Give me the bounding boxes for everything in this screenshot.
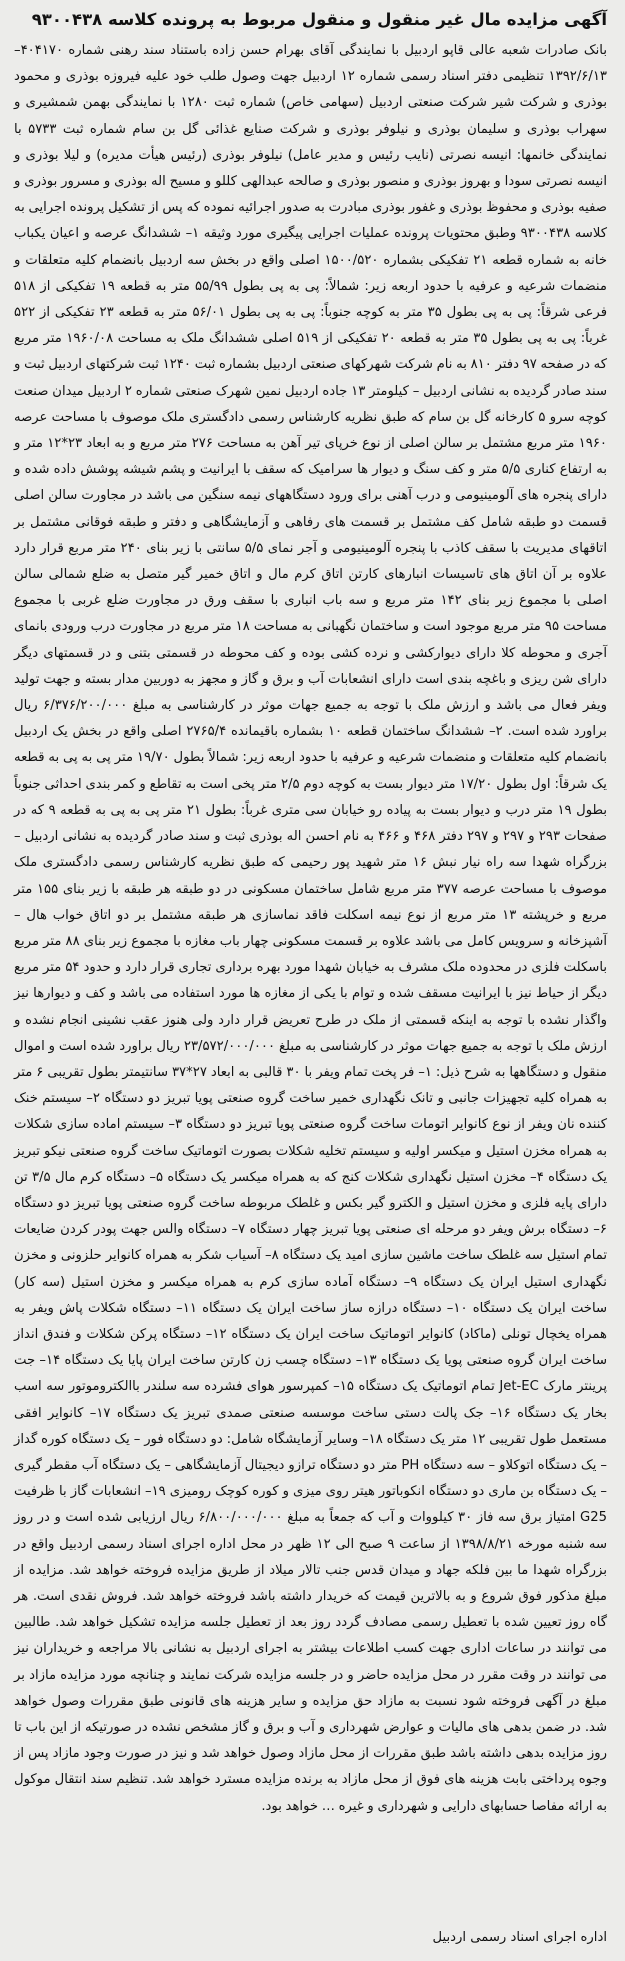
notice-signature: اداره اجرای اسناد رسمی اردبیل [432, 1930, 607, 1945]
notice-title: آگهی مزایده مال غیر منقول و منقول مربوط به پرونده کلاسه ۹۳۰۰۴۳۸ [31, 10, 607, 29]
notice-body: بانک صادرات شعبه عالی قاپو اردبیل با نمایندگی آقای بهرام حسن زاده باستناد سند رهنی شماره ۴۰۴۱۷۰–۱۳۹۲/۶/۱۳ تنظیمی دفتر اسناد رسمی شماره ۱۲ اردبیل جهت وصول طلب خود علیه فیروزه بوذری و محمود بوذری و شرکت شیر شرکت صنعتی اردبیل (سهامی خاص) شماره ثبت ۱۲۸۰ با نمایندگی بهمن شمشیری و سهراب بوذری و سلیمان بوذری و نیلوفر بوذری و شرکت صنایع غذائی گل بن سام شماره ثبت ۵۷۳۳ با نمایندگی خانمها: انیسه نصرتی (نایب رئیس و مدیر عامل) نیلوفر بوذری (رئیس هیأت مدیره) و لیلا بوذری و انیسه نصرتی سودا و بهروز بوذری و منصور بوذری و صالحه عبدالهی کللو و مسیح اله بوذری و مسرور بوذری و صفیه بوذری و محفوظ بوذری و غفور بوذری مبادرت به صدور اجرائیه نموده که پس از تشکیل پرونده اجرایی به کلاسه ۹۳۰۰۴۳۸ وطبق محتویات پرونده عملیات اجرایی پیگیری مورد وثیقه ۱– ششدانگ عرصه و اعیان یکباب خانه به شماره قطعه ۲۱ تفکیکی بشماره ۱۵۰۰/۵۲۰ اصلی واقع در بخش سه اردبیل بانضمام کلیه متعلقات و منضمات شرعیه و عرفیه با حدود اربعه زیر: شمالاً: پی به پی بطول ۵۵/۹۹ متر به قطعه ۱۹ تفکیکی از ۵۱۸ فرعی شرقاً: پی به پی بطول ۳۵ متر به کوچه جنوباً: پی به پی بطول ۵۶/۰۱ متر به قطعه ۲۳ تفکیکی از ۵۲۲ غرباً: پی به پی بطول ۳۵ متر به قطعه ۲۰ تفکیکی از ۵۱۹ اصلی ششدانگ ملک به مساحت ۱۹۶۰/۰۸ متر مربع که در صفحه ۹۷ دفتر ۸۱۰ به نام شرکت شهرکهای صنعتی اردبیل بشماره ثبت ۱۲۴۰ ثبت شرکتهای اردبیل ثبت و سند صادر گردیده به نشانی اردبیل – کیلومتر ۱۳ جاده اردبیل نمین شهرک صنعتی شماره ۲ اردبیل میدان صنعت کوچه سرو ۵ کارخانه گل بن سام که طبق نظریه کارشناس رسمی دادگستری ملک موصوف با مساحت عرصه ۱۹۶۰ متر مربع مشتمل بر سالن اصلی از نوع خرپای تیر آهن به مساحت ۲۷۶ متر مربع و به ابعاد ۲۳*۱۲ متر و به ارتفاع کناری ۵/۵ متر و کف سنگ و دیوار ها سرامیک که سقف با ایرانیت و پشم شیشه پوشش داده شده و دارای پنجره های آلومینیومی و درب آهنی برای ورود دستگاههای نیمه سنگین می باشد در مجاورت سالن اصلی قسمت دو طبقه شامل کف مشتمل بر قسمت های رفاهی و آزمایشگاهی و دفتر و طبقه فوقانی مشتمل بر اتاقهای مدیریت با سقف کاذب با پنجره آلومینیومی و آجر نمای ۵/۵ سانتی با زیر بنای ۲۴۰ متر مربع قرار دارد علاوه بر آن اتاق های تاسیسات انبارهای کارتن اتاق کرم مال و اتاق خمیر گیر متصل به ضلع شمالی سالن اصلی با مجموع زیر بنای ۱۴۲ متر مربع و سه باب انباری با سقف ورق در مجاورت ضلع غربی با مجموع مساحت ۹۵ متر مربع موجود است و ساختمان نگهبانی به مساحت ۱۸ متر مربع در مجاورت درب ورودی بانمای آجری و محوطه کلا دارای دیوارکشی و نرده کشی بوده و کف محوطه در قسمتی بتنی و در قسمتهای دیگر دارای شن ریزی و باغچه بندی است دارای انشعابات آب و برق و گاز و مجهز به دوربین مدار بسته و جهت تولید ویفر فعال می باشد و ارزش ملک با توجه به جمیع جهات موثر در کارشناسی به مبلغ ۶/۳۷۶/۲۰۰/۰۰۰ ریال براورد شده است. ۲– ششدانگ ساختمان قطعه ۱۰ بشماره باقیمانده ۲۷۶۵/۴ اصلی واقع در بخش یک اردبیل بانضمام کلیه متعلقات و منضمات شرعیه و عرفیه با حدود اربعه زیر: شمالاً بطول ۱۹/۷۰ متر پی به پی به قطعه یک شرقاً: اول بطول ۱۷/۲۰ متر دیوار بست به کوچه دوم ۲/۵ متر پخی است به تقاطع و کمر بندی احداثی جنوباً بطول ۱۹ متر درب و دیوار بست به پیاده رو خیابان سی متری غرباً: بطول ۲۱ متر پی به پی به قطعه ۹ که در صفحات ۲۹۳ و ۲۹۷ و ۲۹۷ دفتر ۴۶۸ و ۴۶۶ به نام احسن اله بوذری ثبت و سند صادر گردیده به نشانی اردبیل – بزرگراه شهدا سه راه نیار نبش ۱۶ متر شهید پور رحیمی که طبق نظریه کارشناس رسمی دادگستری ملک موصوف با مساحت عرصه ۳۷۷ متر مربع شامل ساختمان مسکونی در دو طبقه هر طبقه با زیر بنای ۱۵۵ متر مربع و خرپشته ۱۳ متر مربع از نوع نیمه اسکلت فاقد نماسازی هر طبقه مشتمل بر دو اتاق خواب هال – آشپزخانه و سرویس کامل می باشد علاوه بر قسمت مسکونی چهار باب مغازه با مجموع زیر بنای ۸۸ متر مربع باسکلت فلزی در محدوده ملک مشرف به خیابان شهدا مورد بهره برداری تجاری قرار دارد و حدود ۵۴ متر مربع دیگر از حیاط نیز با ایرانیت مسقف شده و توام با یکی از مغازه ها مورد استفاده می باشد و کف و دیوارها نیز واگذار نشده با توجه به اینکه قسمتی از ملک در طرح تعریض قرار دارد ولی هنوز عقب نشینی انجام نشده و ارزش ملک با توجه به جمیع جهات موثر در کارشناسی به مبلغ ۲۳/۵۷۲/۰۰۰/۰۰۰ ریال براورد شده است و اموال منقول و دستگاهها به شرح ذیل: ۱– فر پخت تمام ویفر با ۳۰ قالبی به ابعاد ۲۷*۳۷ سانتیمتر بطول تقریبی ۶ متر به همراه کلیه تجهیزات جانبی و تانک نگهداری خمیر ساخت گروه صنعتی پویا تبریز دو دستگاه ۲– سیستم خنک کننده نان ویفر از نوع کانوایر اتومات ساخت گروه صنعتی پویا تبریز دو دستگاه ۳– سیستم اماده سازی شکلات به همراه مخزن استیل و میکسر اولیه و سیستم تخلیه شکلات بصورت اتوماتیک ساخت گروه صنعتی نیکو تبریز یک دستگاه ۴– مخزن استیل نگهداری شکلات کنج که به همراه میکسر یک دستگاه ۵– دستگاه کرم مال ۳/۵ تن دارای پایه فلزی و مخزن استیل و الکترو گیر بکس و غلطک مربوطه ساخت گروه صنعتی پویا تبریز دو دستگاه ۶– دستگاه برش ویفر دو مرحله ای صنعتی پویا تبریز چهار دستگاه ۷– دستگاه والس جهت پودر کردن ضایعات تمام استیل سه غلطک ساخت ماشین سازی امید یک دستگاه ۸– آسیاب شکر به همراه کانوایر حلزونی و مخزن نگهداری استیل ایران یک دستگاه ۹– دستگاه آماده سازی کرم به همراه میکسر و مخزن استیل (سه کار) ساخت ایران یک دستگاه ۱۰– دستگاه درازه ساز ساخت ایران یک دستگاه ۱۱– دستگاه شکلات پاش ویفر به همراه یخچال تونلی (ماکاد) کانوایر اتوماتیک ساخت ایران یک دستگاه ۱۲– دستگاه پرکن شکلات و فندق انداز ساخت ایران گروه صنعتی پویا یک دستگاه ۱۳– دستگاه چسب زن کارتن ساخت ایران پایا یک دستگاه ۱۴– جت پرینتر مارک Jet-EC تمام اتوماتیک یک دستگاه ۱۵– کمپرسور هوای فشرده سه سلندر باالکتروموتور سه اسب بخار یک دستگاه ۱۶– جک پالت دستی ساخت موسسه صنعتی صمدی تبریز یک دستگاه ۱۷– کانوایر افقی مستعمل طول تقریبی ۱۲ متر یک دستگاه ۱۸– وسایر آزمایشگاه شامل: دو دستگاه فور – یک دستگاه کوره گداز – یک دستگاه اتوکلاو – سه دستگاه PH متر دو دستگاه ترازو دیجیتال آزمایشگاهی – یک دستگاه آب مقطر گیری – یک دستگاه بن ماری دو دستگاه انکوباتور هیتر روی میزی و کوره کوچک رومیزی ۱۹– انشعابات گاز با ظرفیت G25 امتیاز برق سه فاز ۳۰ کیلووات و آب که جمعاً به مبلغ ۶/۸۰۰/۰۰۰/۰۰۰ ریال ارزیابی شده است و در روز سه شنبه مورخه ۱۳۹۸/۸/۲۱ از ساعت ۹ صبح الی ۱۲ ظهر در محل اداره اجرای اسناد رسمی اردبیل واقع در بزرگراه شهدا ما بین فلکه جهاد و میدان قدس جنب تالار میلاد از طریق مزایده فروخته خواهد شد. مزایده از مبلغ مذکور فوق شروع و به بالاترین قیمت که خریدار داشته باشد فروخته خواهد شد. فروش نقدی است. هر گاه روز تعیین شده با تعطیل رسمی مصادف گردد روز بعد از تعطیل جلسه مزایده تشکیل خواهد شد. طالبین می توانند در ساعات اداری جهت کسب اطلاعات بیشتر به اجرای اردبیل به نشانی بالا مراجعه و خریداران نیز می توانند در وقت مقرر در محل مزایده حاضر و در جلسه مزایده شرکت نمایند و چنانچه مورد مزایده مازاد بر مبلغ در آگهی فروخته شود نسبت به مازاد حق مزایده و سایر هزینه های قانونی طبق مقررات وصول خواهد شد. در ضمن بدهی های مالیات و عوارض شهرداری و آب و برق و گاز مشخص نشده در صورتیکه از این باب تا روز مزایده بدهی داشته باشد طبق مقررات از محل مازاد وصول خواهد شد و نیز در صورت وجود مازاد پس از وجوه پرداختی بابت هزینه های فوق از محل مازاد به برنده مزایده مسترد خواهد شد. تنظیم سند انتقال موکول به ارائه مفاصا حسابهای دارایی و شهرداری و غیره … خواهد بود. [14, 43, 608, 1814]
